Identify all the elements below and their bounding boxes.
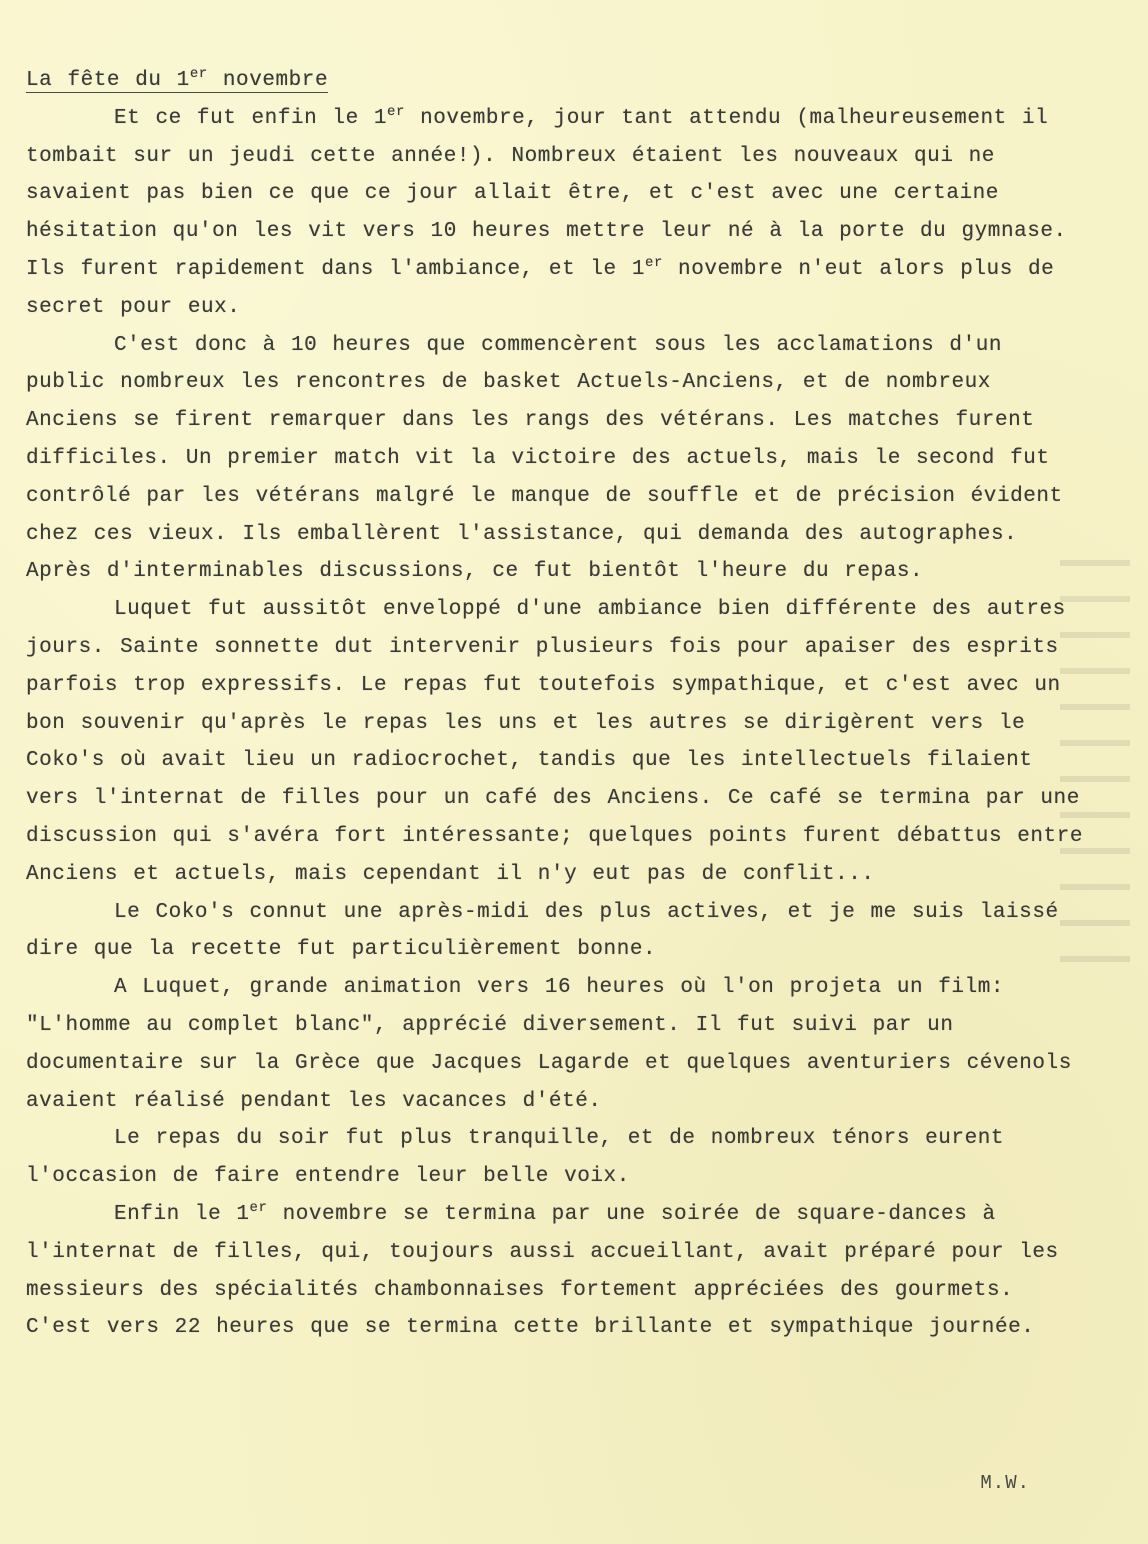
superscript: er (645, 254, 663, 271)
paragraph-text: Enfin le 1 (114, 1202, 250, 1226)
title-suffix: novembre (207, 69, 329, 92)
article-title-underlined (26, 66, 329, 93)
paragraphs (26, 100, 1099, 1347)
paragraph-text: Le Coko's connut une après-midi des plus actives, et je me suis laissé dire que la recette fut particulièrement bonne. (26, 900, 1074, 962)
paragraph-text: Et ce fut enfin le 1 (114, 106, 388, 130)
article-title (26, 60, 1086, 100)
article-body (26, 60, 1099, 1347)
superscript: er (387, 103, 405, 120)
paragraph (26, 894, 1086, 970)
paragraph-text: C'est donc à 10 heures que commencèrent sous les acclamations d'un public nombreux les rencontres de basket Actuels-Anciens, et de nombreux Anciens se firent remarquer dans les rangs des vétérans. Les matches furent difficiles. Un premier match vit la victoire des actuels, mais le second fut contrôlé par les vétérans malgré le manque de souffle et de précision évident chez ces vieux. Ils emballèrent l'assistance, qui demanda des autographes. Après d'interminables discussions, ce fut bientôt l'heure du repas. (26, 333, 1078, 584)
paragraph (26, 327, 1086, 592)
paragraph (26, 1196, 1086, 1347)
paragraph-text: novembre se termina par une soirée de square-dances à l'internat de filles, qui, toujours aussi accueillant, avait préparé pour les messieurs des spécialités chambonnaises fortement appréciées des gourmets. C'est vers 22 heures que se termina cette brillante et sympathique journée. (26, 1202, 1074, 1340)
paragraph (26, 1120, 1086, 1196)
title-superscript: er (189, 66, 208, 82)
paragraph (26, 591, 1099, 893)
paragraph (26, 100, 1086, 327)
paragraph (26, 969, 1086, 1120)
paragraph-text: A Luquet, grande animation vers 16 heures où l'on projeta un film: "L'homme au complet blanc", apprécié diversement. Il fut suivi par un documentaire sur la Grèce que Jacques Lagarde et quelques aventuriers cévenols avaient réalisé pendant les vacances d'été. (26, 976, 1088, 1113)
author-signature: M.W. (980, 1472, 1030, 1494)
superscript: er (249, 1199, 268, 1216)
paragraph-text: Le repas du soir fut plus tranquille, et de nombreux ténors eurent l'occasion de faire entendre leur belle voix. (26, 1127, 1020, 1189)
paragraph-text: novembre n'eut alors plus de secret pour eux. (26, 257, 1070, 319)
show-through-marks (1060, 560, 1148, 1460)
title-prefix: La fête du 1 (26, 69, 190, 92)
paragraph-text: novembre, jour tant attendu (malheureusement il tombait sur un jeudi cette année!). Nombreux étaient les nouveaux qui ne savaient pas bien ce que ce jour allait être, et c'est avec une certaine hésitation qu'on les vit vers 10 heures mettre leur né à la porte du gymnase. Ils furent rapidement dans l'ambiance, et le 1 (26, 106, 1082, 281)
paragraph-text: Luquet fut aussitôt enveloppé d'une ambiance bien différente des autres jours. Sainte sonnette dut intervenir plusieurs fois pour apaiser des esprits parfois trop expressifs. Le repas fut toutefois sympathique, et c'est avec un bon souvenir qu'après le repas les uns et les autres se dirigèrent vers le Coko's où avait lieu un radiocrochet, tandis que les intellectuels filaient vers l'internat de filles pour un café des Anciens. Ce café se termina par une discussion qui s'avéra fort intéressante; quelques points furent débattus entre Anciens et actuels, mais cependant il n'y eut pas de conflit... (26, 598, 1099, 886)
